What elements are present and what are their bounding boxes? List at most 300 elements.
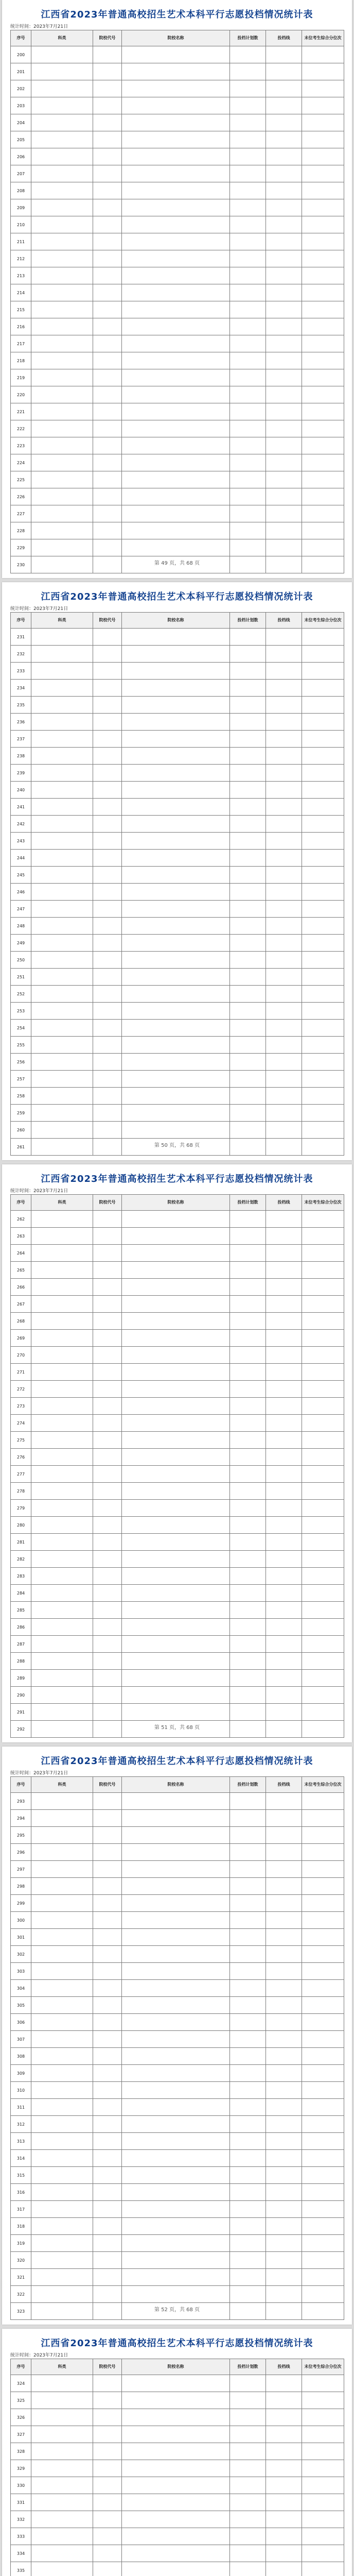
table-row bbox=[11, 867, 344, 884]
table-cell bbox=[93, 1020, 122, 1037]
table-row bbox=[11, 1619, 344, 1636]
row-number-cell: 266 bbox=[11, 1279, 31, 1296]
table-cell bbox=[93, 935, 122, 952]
table-cell bbox=[266, 539, 302, 556]
table-cell bbox=[230, 1415, 266, 1432]
column-header: 投档线 bbox=[266, 1195, 302, 1211]
table-cell bbox=[230, 2184, 266, 2201]
table-row bbox=[11, 1980, 344, 1997]
table-cell bbox=[266, 1054, 302, 1071]
school-name-cell bbox=[122, 1602, 230, 1619]
table-cell bbox=[31, 46, 93, 63]
school-name-cell bbox=[122, 1929, 230, 1946]
column-header: 末位考生综合分位次 bbox=[302, 30, 344, 46]
table-cell bbox=[93, 1670, 122, 1687]
table-row bbox=[11, 2065, 344, 2082]
table-row bbox=[11, 267, 344, 284]
row-number-cell: 301 bbox=[11, 1929, 31, 1946]
school-name-cell bbox=[122, 833, 230, 850]
table-row bbox=[11, 420, 344, 437]
row-number-cell: 320 bbox=[11, 2252, 31, 2269]
row-number-cell: 305 bbox=[11, 1997, 31, 2014]
school-name-cell bbox=[122, 731, 230, 748]
table-cell bbox=[93, 1211, 122, 1228]
row-number-cell: 205 bbox=[11, 131, 31, 148]
row-number-cell: 254 bbox=[11, 1020, 31, 1037]
table-cell bbox=[31, 2167, 93, 2184]
table-cell bbox=[302, 918, 344, 935]
table-cell bbox=[266, 437, 302, 454]
table-cell bbox=[266, 165, 302, 182]
table-row bbox=[11, 63, 344, 80]
table-cell bbox=[302, 1364, 344, 1381]
table-cell bbox=[302, 1585, 344, 1602]
table-cell bbox=[93, 284, 122, 301]
table-cell bbox=[266, 1330, 302, 1347]
table-row bbox=[11, 301, 344, 318]
row-number-cell: 335 bbox=[11, 2562, 31, 2576]
table-cell bbox=[302, 318, 344, 335]
school-name-cell bbox=[122, 148, 230, 165]
school-name-cell bbox=[122, 301, 230, 318]
table-cell bbox=[31, 629, 93, 646]
row-number-cell: 318 bbox=[11, 2218, 31, 2235]
table-cell bbox=[93, 369, 122, 386]
table-cell bbox=[31, 2133, 93, 2150]
table-cell bbox=[93, 1895, 122, 1912]
table-row bbox=[11, 1653, 344, 1670]
table-cell bbox=[31, 1704, 93, 1721]
table-row bbox=[11, 1963, 344, 1980]
table-cell bbox=[266, 1364, 302, 1381]
table-cell bbox=[302, 2065, 344, 2082]
table-cell bbox=[302, 663, 344, 680]
school-name-cell bbox=[122, 2375, 230, 2392]
table-cell bbox=[266, 2392, 302, 2409]
table-cell bbox=[31, 2409, 93, 2426]
table-cell bbox=[31, 1551, 93, 1568]
table-cell bbox=[266, 680, 302, 697]
table-cell bbox=[230, 1381, 266, 1398]
column-header: 投档线 bbox=[266, 613, 302, 629]
table-cell bbox=[31, 2511, 93, 2528]
table-row bbox=[11, 148, 344, 165]
table-cell bbox=[230, 663, 266, 680]
table-cell bbox=[230, 488, 266, 505]
table-cell bbox=[93, 1347, 122, 1364]
column-header: 院校名称 bbox=[122, 1777, 230, 1793]
table-cell bbox=[302, 1381, 344, 1398]
table-row bbox=[11, 216, 344, 233]
table-cell bbox=[230, 1929, 266, 1946]
table-cell bbox=[31, 284, 93, 301]
table-cell bbox=[302, 1054, 344, 1071]
school-name-cell bbox=[122, 2031, 230, 2048]
table-cell bbox=[302, 1037, 344, 1054]
table-row bbox=[11, 2133, 344, 2150]
table-row bbox=[11, 2426, 344, 2443]
school-name-cell bbox=[122, 1211, 230, 1228]
table-cell bbox=[266, 2460, 302, 2477]
table-cell bbox=[93, 969, 122, 986]
table-cell bbox=[266, 1912, 302, 1929]
table-cell bbox=[230, 505, 266, 522]
table-row bbox=[11, 1704, 344, 1721]
table-cell bbox=[31, 816, 93, 833]
table-cell bbox=[93, 420, 122, 437]
table-row bbox=[11, 2375, 344, 2392]
school-name-cell bbox=[122, 969, 230, 986]
table-cell bbox=[266, 2167, 302, 2184]
table-cell bbox=[31, 2545, 93, 2562]
table-cell bbox=[31, 1963, 93, 1980]
school-name-cell bbox=[122, 522, 230, 539]
row-number-cell: 218 bbox=[11, 352, 31, 369]
table-cell bbox=[302, 1997, 344, 2014]
row-number-cell: 317 bbox=[11, 2201, 31, 2218]
table-cell bbox=[31, 165, 93, 182]
table-cell bbox=[266, 1381, 302, 1398]
table-cell bbox=[266, 1313, 302, 1330]
row-number-cell: 234 bbox=[11, 680, 31, 697]
table-cell bbox=[230, 471, 266, 488]
column-header: 院校代号 bbox=[93, 30, 122, 46]
row-number-cell: 238 bbox=[11, 748, 31, 765]
table-cell bbox=[31, 680, 93, 697]
table-cell bbox=[266, 318, 302, 335]
table-cell bbox=[230, 2048, 266, 2065]
table-cell bbox=[31, 386, 93, 403]
school-name-cell bbox=[122, 1347, 230, 1364]
school-name-cell bbox=[122, 318, 230, 335]
table-cell bbox=[31, 1398, 93, 1415]
row-number-cell: 244 bbox=[11, 850, 31, 867]
table-cell bbox=[302, 250, 344, 267]
table-cell bbox=[230, 284, 266, 301]
table-row bbox=[11, 697, 344, 714]
school-name-cell bbox=[122, 1878, 230, 1895]
table-cell bbox=[230, 1997, 266, 2014]
table-row bbox=[11, 352, 344, 369]
table-cell bbox=[31, 2082, 93, 2099]
table-cell bbox=[93, 2218, 122, 2235]
table-cell bbox=[302, 2375, 344, 2392]
row-number-cell: 253 bbox=[11, 1003, 31, 1020]
table-cell bbox=[266, 1619, 302, 1636]
row-number-cell: 303 bbox=[11, 1963, 31, 1980]
table-cell bbox=[266, 46, 302, 63]
table-row bbox=[11, 2167, 344, 2184]
school-name-cell bbox=[122, 1262, 230, 1279]
table-cell bbox=[230, 1088, 266, 1105]
table-row bbox=[11, 1844, 344, 1861]
row-number-cell: 327 bbox=[11, 2426, 31, 2443]
table-row bbox=[11, 1895, 344, 1912]
table-cell bbox=[302, 867, 344, 884]
school-name-cell bbox=[122, 2426, 230, 2443]
row-number-cell: 300 bbox=[11, 1912, 31, 1929]
column-header: 末位考生综合分位次 bbox=[302, 613, 344, 629]
school-name-cell bbox=[122, 1088, 230, 1105]
table-cell bbox=[93, 2235, 122, 2252]
table-cell bbox=[302, 2477, 344, 2494]
table-cell bbox=[266, 471, 302, 488]
table-cell bbox=[302, 1827, 344, 1844]
table-cell bbox=[302, 629, 344, 646]
table-cell bbox=[302, 1211, 344, 1228]
table-cell bbox=[266, 986, 302, 1003]
table-cell bbox=[31, 1670, 93, 1687]
table-cell bbox=[266, 935, 302, 952]
school-name-cell bbox=[122, 1895, 230, 1912]
table-cell bbox=[31, 1585, 93, 1602]
table-row bbox=[11, 80, 344, 97]
school-name-cell bbox=[122, 46, 230, 63]
table-row bbox=[11, 1381, 344, 1398]
page-title: 江西省2023年普通高校招生艺术本科平行志愿投档情况统计表 bbox=[41, 1174, 313, 1184]
row-number-cell: 240 bbox=[11, 782, 31, 799]
table-cell bbox=[302, 850, 344, 867]
table-cell bbox=[230, 1398, 266, 1415]
table-cell bbox=[93, 1929, 122, 1946]
table-cell bbox=[31, 850, 93, 867]
table-cell bbox=[31, 2201, 93, 2218]
table-cell bbox=[302, 2511, 344, 2528]
table-cell bbox=[93, 267, 122, 284]
table-cell bbox=[230, 1330, 266, 1347]
row-number-cell: 219 bbox=[11, 369, 31, 386]
table-cell bbox=[93, 2065, 122, 2082]
row-number-cell: 296 bbox=[11, 1844, 31, 1861]
table-row bbox=[11, 369, 344, 386]
table-cell bbox=[266, 2218, 302, 2235]
table-cell bbox=[31, 233, 93, 250]
table-cell bbox=[266, 1827, 302, 1844]
row-number-cell: 299 bbox=[11, 1895, 31, 1912]
table-cell bbox=[93, 2477, 122, 2494]
document-page bbox=[2, 582, 352, 1160]
table-cell bbox=[31, 1054, 93, 1071]
table-cell bbox=[302, 199, 344, 216]
table-cell bbox=[93, 1228, 122, 1245]
table-row bbox=[11, 522, 344, 539]
table-cell bbox=[93, 2392, 122, 2409]
table-cell bbox=[302, 1020, 344, 1037]
school-name-cell bbox=[122, 1844, 230, 1861]
table-cell bbox=[302, 1432, 344, 1449]
table-cell bbox=[266, 250, 302, 267]
table-cell bbox=[93, 2375, 122, 2392]
table-cell bbox=[266, 335, 302, 352]
table-cell bbox=[93, 1793, 122, 1810]
table-cell bbox=[93, 1398, 122, 1415]
row-number-cell: 274 bbox=[11, 1415, 31, 1432]
table-cell bbox=[230, 165, 266, 182]
row-number-cell: 308 bbox=[11, 2048, 31, 2065]
document-page bbox=[2, 0, 352, 578]
table-cell bbox=[93, 1653, 122, 1670]
table-cell bbox=[93, 850, 122, 867]
table-row bbox=[11, 199, 344, 216]
table-cell bbox=[302, 267, 344, 284]
table-cell bbox=[266, 2443, 302, 2460]
table-cell bbox=[31, 884, 93, 901]
table-cell bbox=[31, 1483, 93, 1500]
table-cell bbox=[230, 2269, 266, 2286]
table-row bbox=[11, 1262, 344, 1279]
table-cell bbox=[266, 2048, 302, 2065]
table-row bbox=[11, 952, 344, 969]
row-number-cell: 208 bbox=[11, 182, 31, 199]
table-cell bbox=[302, 1245, 344, 1262]
table-cell bbox=[230, 1534, 266, 1551]
table-cell bbox=[230, 369, 266, 386]
table-cell bbox=[93, 1296, 122, 1313]
row-number-cell: 268 bbox=[11, 1313, 31, 1330]
table-cell bbox=[230, 1347, 266, 1364]
school-name-cell bbox=[122, 765, 230, 782]
table-row bbox=[11, 2184, 344, 2201]
table-cell bbox=[266, 1704, 302, 1721]
table-cell bbox=[302, 816, 344, 833]
table-row bbox=[11, 935, 344, 952]
table-row bbox=[11, 471, 344, 488]
row-number-cell: 228 bbox=[11, 522, 31, 539]
row-number-cell: 216 bbox=[11, 318, 31, 335]
table-row bbox=[11, 2235, 344, 2252]
table-cell bbox=[230, 1980, 266, 1997]
school-name-cell bbox=[122, 2269, 230, 2286]
table-cell bbox=[31, 454, 93, 471]
table-cell bbox=[230, 1466, 266, 1483]
row-number-cell: 245 bbox=[11, 867, 31, 884]
table-cell bbox=[266, 2269, 302, 2286]
table-row bbox=[11, 1997, 344, 2014]
table-cell bbox=[266, 233, 302, 250]
row-number-cell: 293 bbox=[11, 1793, 31, 1810]
table-row bbox=[11, 629, 344, 646]
table-cell bbox=[230, 2460, 266, 2477]
school-name-cell bbox=[122, 2116, 230, 2133]
table-cell bbox=[93, 1483, 122, 1500]
table-cell bbox=[302, 1313, 344, 1330]
column-header: 科类 bbox=[31, 2359, 93, 2375]
table-cell bbox=[230, 2218, 266, 2235]
table-cell bbox=[266, 1398, 302, 1415]
table-cell bbox=[31, 1946, 93, 1963]
table-cell bbox=[93, 1585, 122, 1602]
table-row bbox=[11, 1534, 344, 1551]
table-cell bbox=[230, 714, 266, 731]
table-row bbox=[11, 748, 344, 765]
row-number-cell: 277 bbox=[11, 1466, 31, 1483]
table-cell bbox=[230, 1810, 266, 1827]
row-number-cell: 316 bbox=[11, 2184, 31, 2201]
statistics-date: 统计时间：2023年7月21日 bbox=[10, 1189, 68, 1194]
admission-table bbox=[10, 1776, 344, 2320]
table-cell bbox=[93, 2082, 122, 2099]
table-row bbox=[11, 437, 344, 454]
table-row bbox=[11, 182, 344, 199]
table-cell bbox=[31, 1895, 93, 1912]
table-row bbox=[11, 2082, 344, 2099]
table-cell bbox=[31, 1415, 93, 1432]
table-cell bbox=[266, 1020, 302, 1037]
row-number-cell: 210 bbox=[11, 216, 31, 233]
table-cell bbox=[93, 2545, 122, 2562]
table-cell bbox=[266, 2477, 302, 2494]
table-cell bbox=[31, 1449, 93, 1466]
table-cell bbox=[31, 782, 93, 799]
school-name-cell bbox=[122, 233, 230, 250]
row-number-cell: 273 bbox=[11, 1398, 31, 1415]
table-cell bbox=[230, 2082, 266, 2099]
school-name-cell bbox=[122, 2562, 230, 2576]
page-title: 江西省2023年普通高校招生艺术本科平行志愿投档情况统计表 bbox=[41, 1756, 313, 1767]
table-cell bbox=[31, 1980, 93, 1997]
table-cell bbox=[31, 1687, 93, 1704]
school-name-cell bbox=[122, 63, 230, 80]
table-cell bbox=[230, 1122, 266, 1139]
table-cell bbox=[230, 386, 266, 403]
table-cell bbox=[93, 1432, 122, 1449]
row-number-cell: 235 bbox=[11, 697, 31, 714]
table-cell bbox=[302, 2201, 344, 2218]
table-row bbox=[11, 2460, 344, 2477]
table-cell bbox=[230, 1704, 266, 1721]
table-row bbox=[11, 2545, 344, 2562]
table-cell bbox=[93, 148, 122, 165]
school-name-cell bbox=[122, 1568, 230, 1585]
table-cell bbox=[93, 629, 122, 646]
column-header: 院校代号 bbox=[93, 1777, 122, 1793]
school-name-cell bbox=[122, 1500, 230, 1517]
row-number-cell: 312 bbox=[11, 2116, 31, 2133]
statistics-date: 统计时间：2023年7月21日 bbox=[10, 24, 68, 29]
table-cell bbox=[266, 646, 302, 663]
row-number-cell: 256 bbox=[11, 1054, 31, 1071]
table-row bbox=[11, 782, 344, 799]
school-name-cell bbox=[122, 1963, 230, 1980]
table-cell bbox=[230, 1568, 266, 1585]
table-cell bbox=[93, 1122, 122, 1139]
school-name-cell bbox=[122, 697, 230, 714]
table-cell bbox=[266, 629, 302, 646]
table-cell bbox=[266, 1228, 302, 1245]
table-cell bbox=[266, 1415, 302, 1432]
table-cell bbox=[266, 1262, 302, 1279]
school-name-cell bbox=[122, 1415, 230, 1432]
table-cell bbox=[230, 216, 266, 233]
table-cell bbox=[230, 2562, 266, 2576]
table-cell bbox=[230, 2014, 266, 2031]
table-cell bbox=[31, 867, 93, 884]
table-cell bbox=[266, 199, 302, 216]
table-cell bbox=[230, 1228, 266, 1245]
table-cell bbox=[266, 765, 302, 782]
school-name-cell bbox=[122, 2150, 230, 2167]
table-row bbox=[11, 1929, 344, 1946]
table-cell bbox=[302, 403, 344, 420]
table-cell bbox=[31, 1381, 93, 1398]
table-cell bbox=[302, 969, 344, 986]
row-number-cell: 214 bbox=[11, 284, 31, 301]
table-cell bbox=[31, 2065, 93, 2082]
table-cell bbox=[230, 1071, 266, 1088]
table-cell bbox=[31, 1071, 93, 1088]
table-cell bbox=[302, 216, 344, 233]
school-name-cell bbox=[122, 369, 230, 386]
